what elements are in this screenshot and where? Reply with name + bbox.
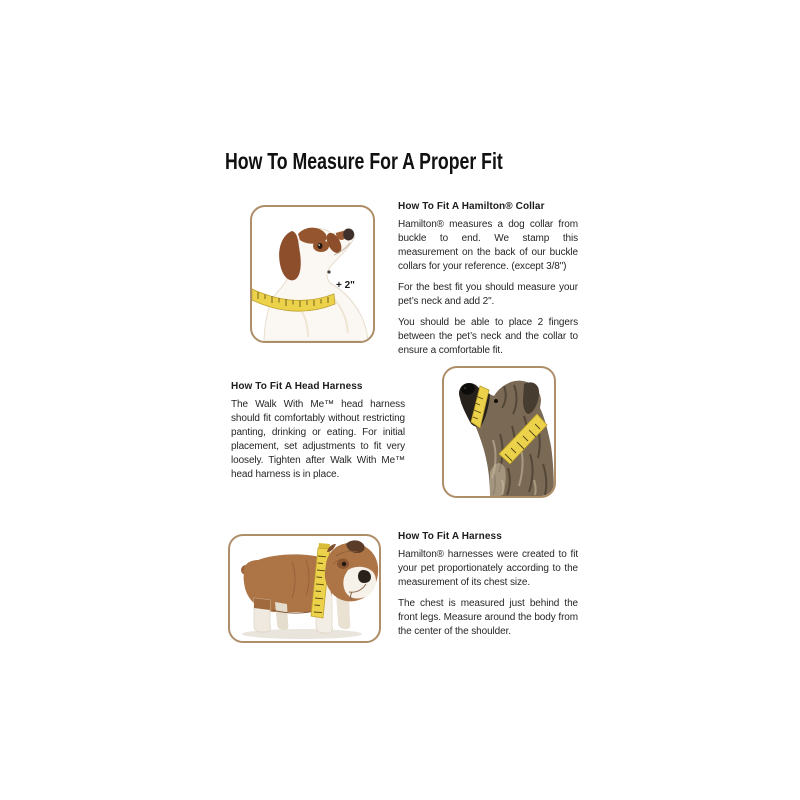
paragraph: The chest is measured just behind the front legs. Measure around the body from the center of the shoulder. — [398, 598, 578, 637]
paragraph: You should be able to place 2 fingers between the pet’s neck and the collar to ensure a comfortable fit. — [398, 317, 578, 356]
bulldog-dog-image — [230, 536, 379, 641]
add-two-inches-label: + 2" — [336, 280, 355, 291]
harness-instructions — [398, 531, 578, 646]
paragraph: For the best fit you should measure your pet’s neck and add 2". — [398, 282, 578, 307]
mastiff-dog-image — [444, 368, 554, 496]
collar-instructions — [398, 201, 578, 365]
page-title: How To Measure For A Proper Fit — [225, 148, 503, 174]
paragraph: Hamilton® harnesses were created to fit your pet proportionately according to the measurement of its chest size. — [398, 549, 578, 588]
section-heading: How To Fit A Hamilton® Collar — [398, 201, 545, 212]
section-heading: How To Fit A Head Harness — [231, 381, 363, 392]
head-harness-instructions — [231, 381, 405, 489]
collar-photo-frame — [250, 205, 375, 343]
paragraph: The Walk With Me™ head harness should fit comfortably without restricting panting, drinking or eating. For initial placement, set adjustments to fit very loosely. Tighten after Walk With Me™ head harness is in place. — [231, 399, 405, 480]
paragraph: Hamilton® measures a dog collar from buckle to end. We stamp this measurement on the back of our buckle collars for your reference. (except 3/8") — [398, 219, 578, 272]
harness-photo-frame — [228, 534, 381, 643]
section-heading: How To Fit A Harness — [398, 531, 502, 542]
head-harness-photo-frame — [442, 366, 556, 498]
brittany-spaniel-dog-image — [252, 207, 373, 341]
